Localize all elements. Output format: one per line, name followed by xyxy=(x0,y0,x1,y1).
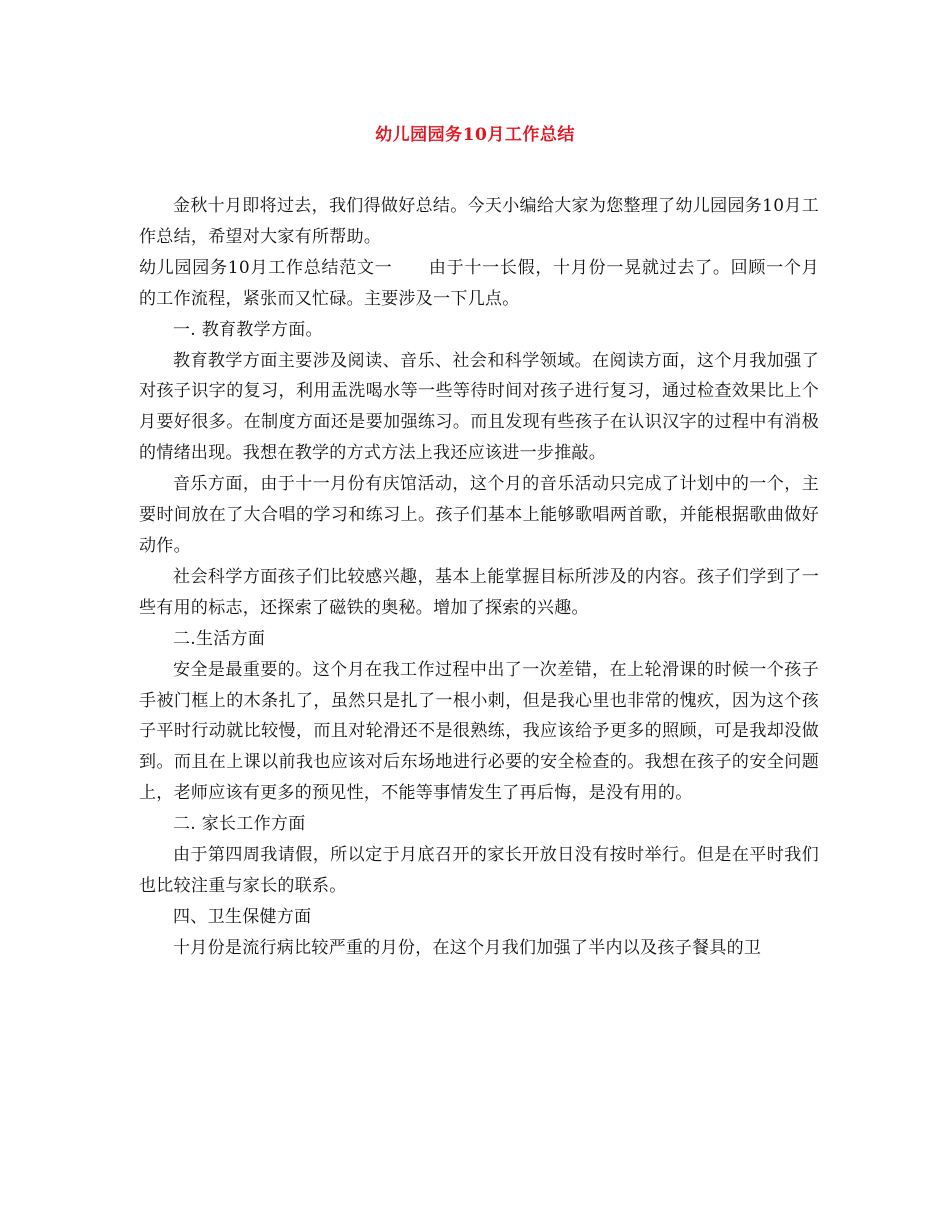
sample-paragraph xyxy=(139,253,819,315)
section-heading-health: 四、卫生保健方面 xyxy=(173,906,312,927)
document-title: 幼儿园园务10月工作总结 xyxy=(375,125,575,145)
section-heading-parents: 二. 家长工作方面 xyxy=(173,814,306,835)
sample-label: 幼儿园园务10月工作总结范文一 xyxy=(139,257,393,278)
paragraph-teaching-science: 社会科学方面孩子们比较感兴趣，基本上能掌握目标所涉及的内容。孩子们学到了一些有用的标志，还探索了磁铁的奥秘。增加了探索的兴趣。 xyxy=(139,566,819,618)
section-heading-life: 二.生活方面 xyxy=(173,628,266,649)
paragraph-teaching-reading: 教育教学方面主要涉及阅读、音乐、社会和科学领域。在阅读方面，这个月我加强了对孩子识字的复习，利用盂洗喝水等一些等待时间对孩子进行复习，通过检查效果比上个月要好很多。在制度方面还是要加强练习。而且发现有些孩子在认识汉字的过程中有消极的情绪出现。我想在教学的方式方法上我还应该进一步推敲。 xyxy=(139,350,819,464)
paragraph-parents: 由于第四周我请假，所以定于月底召开的家长开放日没有按时举行。但是在平时我们也比较注重与家长的联系。 xyxy=(139,845,819,896)
intro-paragraph: 金秋十月即将过去，我们得做好总结。今天小编给大家为您整理了幼儿园园务10月工作总结，希望对大家有所帮助。 xyxy=(139,196,819,247)
paragraph-teaching-music: 音乐方面，由于十一月份有庆馆活动，这个月的音乐活动只完成了计划中的一个，主要时间放在了大合唱的学习和练习上。孩子们基本上能够歌唱两首歌，并能根据歌曲做好动作。 xyxy=(139,474,819,556)
section-heading-teaching: 一. 教育教学方面。 xyxy=(173,319,323,340)
paragraph-health: 十月份是流行病比较严重的月份，在这个月我们加强了半内以及孩子餐具的卫 xyxy=(173,937,762,958)
sample-opening: 由于十一长假，十月份一晃就过去了。回顾一个月的工作流程，紧张而又忙碌。主要涉及一下几点。 xyxy=(139,257,819,309)
document-body xyxy=(139,191,819,964)
paragraph-life-safety: 安全是最重要的。这个月在我工作过程中出了一次差错，在上轮滑课的时候一个孩子手被门框上的木条扎了，虽然只是扎了一根小刺，但是我心里也非常的愧疚，因为这个孩子平时行动就比较慢，而且对轮滑还不是很熟练，我应该给予更多的照顾，可是我却没做到。而且在上课以前我也应该对后东场地进行必要的安全检查的。我想在孩子的安全问题上，老师应该有更多的预见性，不能等事情发生了再后悔，是没有用的。 xyxy=(139,659,819,804)
